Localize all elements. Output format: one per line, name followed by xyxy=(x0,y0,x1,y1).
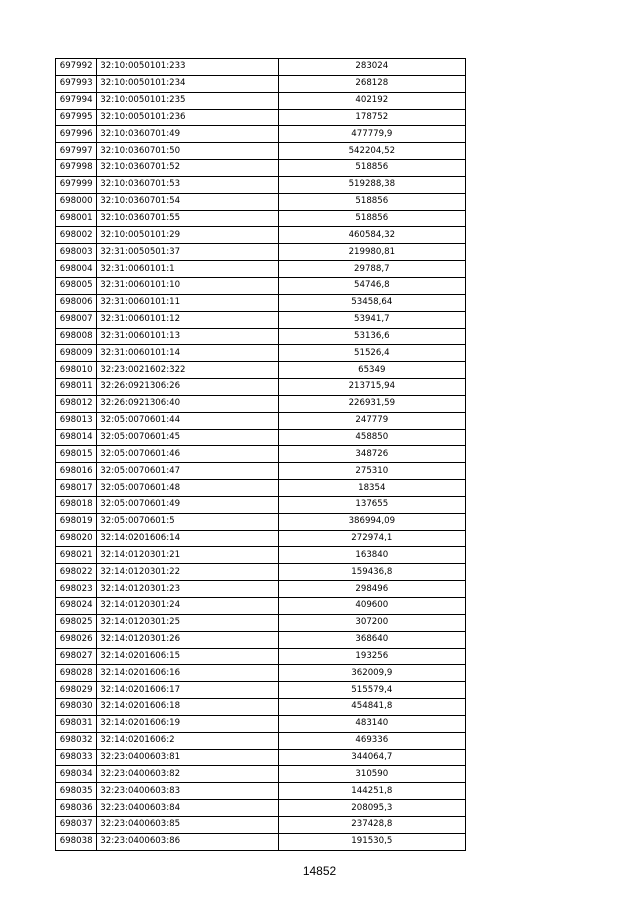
page-number: 14852 xyxy=(302,864,337,878)
cadastral-number-cell: 32:05:0070601:45 xyxy=(97,429,278,446)
row-id-cell: 698009 xyxy=(56,345,97,362)
value-cell: 193256 xyxy=(278,648,465,665)
cadastral-number-cell: 32:10:0050101:236 xyxy=(97,109,278,126)
cadastral-number-cell: 32:14:0120301:22 xyxy=(97,564,278,581)
row-id-cell: 698004 xyxy=(56,261,97,278)
row-id-cell: 698030 xyxy=(56,699,97,716)
cadastral-number-cell: 32:10:0050101:235 xyxy=(97,92,278,109)
table-row xyxy=(56,598,466,615)
cadastral-number-cell: 32:10:0050101:233 xyxy=(97,59,278,76)
row-id-cell: 698036 xyxy=(56,800,97,817)
table-row xyxy=(56,412,466,429)
value-cell: 310590 xyxy=(278,766,465,783)
row-id-cell: 698018 xyxy=(56,496,97,513)
row-id-cell: 698027 xyxy=(56,648,97,665)
value-cell: 53136,6 xyxy=(278,328,465,345)
row-id-cell: 698007 xyxy=(56,311,97,328)
row-id-cell: 698031 xyxy=(56,715,97,732)
cadastral-number-cell: 32:26:0921306:26 xyxy=(97,379,278,396)
cadastral-number-cell: 32:14:0201606:18 xyxy=(97,699,278,716)
value-cell: 53458,64 xyxy=(278,294,465,311)
table-row xyxy=(56,227,466,244)
row-id-cell: 698023 xyxy=(56,581,97,598)
table-row xyxy=(56,547,466,564)
cadastral-number-cell: 32:14:0201606:15 xyxy=(97,648,278,665)
table-row xyxy=(56,277,466,294)
table-row xyxy=(56,513,466,530)
value-cell: 348726 xyxy=(278,446,465,463)
row-id-cell: 698006 xyxy=(56,294,97,311)
cadastral-number-cell: 32:14:0201606:17 xyxy=(97,682,278,699)
value-cell: 163840 xyxy=(278,547,465,564)
table-row xyxy=(56,530,466,547)
cadastral-number-cell: 32:05:0070601:47 xyxy=(97,463,278,480)
table-row xyxy=(56,833,466,850)
value-cell: 386994,09 xyxy=(278,513,465,530)
value-cell: 368640 xyxy=(278,631,465,648)
value-cell: 137655 xyxy=(278,496,465,513)
row-id-cell: 698003 xyxy=(56,244,97,261)
row-id-cell: 698020 xyxy=(56,530,97,547)
value-cell: 51526,4 xyxy=(278,345,465,362)
value-cell: 29788,7 xyxy=(278,261,465,278)
value-cell: 298496 xyxy=(278,581,465,598)
table-row xyxy=(56,699,466,716)
cadastral-number-cell: 32:14:0120301:25 xyxy=(97,614,278,631)
table-row xyxy=(56,682,466,699)
cadastral-number-cell: 32:23:0400603:85 xyxy=(97,816,278,833)
cadastral-number-cell: 32:05:0070601:5 xyxy=(97,513,278,530)
value-cell: 159436,8 xyxy=(278,564,465,581)
row-id-cell: 697993 xyxy=(56,75,97,92)
table-row xyxy=(56,210,466,227)
value-cell: 518856 xyxy=(278,193,465,210)
cadastral-number-cell: 32:31:0060101:13 xyxy=(97,328,278,345)
row-id-cell: 698035 xyxy=(56,783,97,800)
cadastral-number-cell: 32:14:0201606:19 xyxy=(97,715,278,732)
table-row xyxy=(56,109,466,126)
value-cell: 53941,7 xyxy=(278,311,465,328)
value-cell: 409600 xyxy=(278,598,465,615)
cadastral-number-cell: 32:14:0201606:16 xyxy=(97,665,278,682)
value-cell: 454841,8 xyxy=(278,699,465,716)
value-cell: 542204,52 xyxy=(278,143,465,160)
table-row xyxy=(56,463,466,480)
value-cell: 144251,8 xyxy=(278,783,465,800)
row-id-cell: 698011 xyxy=(56,379,97,396)
value-cell: 272974,1 xyxy=(278,530,465,547)
cadastral-number-cell: 32:10:0360701:53 xyxy=(97,176,278,193)
table-row xyxy=(56,715,466,732)
table-row xyxy=(56,126,466,143)
cadastral-number-cell: 32:05:0070601:48 xyxy=(97,480,278,497)
cadastral-number-cell: 32:23:0400603:84 xyxy=(97,800,278,817)
table-row xyxy=(56,446,466,463)
table-row xyxy=(56,92,466,109)
table-row xyxy=(56,480,466,497)
row-id-cell: 697995 xyxy=(56,109,97,126)
cadastral-number-cell: 32:10:0360701:54 xyxy=(97,193,278,210)
row-id-cell: 698028 xyxy=(56,665,97,682)
value-cell: 518856 xyxy=(278,160,465,177)
value-cell: 283024 xyxy=(278,59,465,76)
row-id-cell: 698032 xyxy=(56,732,97,749)
table-row xyxy=(56,749,466,766)
table-row xyxy=(56,496,466,513)
cadastral-number-cell: 32:10:0360701:50 xyxy=(97,143,278,160)
value-cell: 307200 xyxy=(278,614,465,631)
value-cell: 18354 xyxy=(278,480,465,497)
table-row xyxy=(56,648,466,665)
value-cell: 219980,81 xyxy=(278,244,465,261)
table-row xyxy=(56,160,466,177)
value-cell: 237428,8 xyxy=(278,816,465,833)
row-id-cell: 698015 xyxy=(56,446,97,463)
cadastral-number-cell: 32:10:0050101:29 xyxy=(97,227,278,244)
row-id-cell: 698024 xyxy=(56,598,97,615)
registry-table xyxy=(55,58,466,851)
value-cell: 275310 xyxy=(278,463,465,480)
cadastral-number-cell: 32:31:0060101:14 xyxy=(97,345,278,362)
value-cell: 213715,94 xyxy=(278,379,465,396)
table-row xyxy=(56,379,466,396)
value-cell: 469336 xyxy=(278,732,465,749)
cadastral-number-cell: 32:05:0070601:49 xyxy=(97,496,278,513)
cadastral-number-cell: 32:23:0400603:82 xyxy=(97,766,278,783)
table-row xyxy=(56,311,466,328)
value-cell: 402192 xyxy=(278,92,465,109)
cadastral-number-cell: 32:14:0120301:26 xyxy=(97,631,278,648)
row-id-cell: 698014 xyxy=(56,429,97,446)
row-id-cell: 698016 xyxy=(56,463,97,480)
cadastral-number-cell: 32:31:0060101:10 xyxy=(97,277,278,294)
cadastral-number-cell: 32:10:0050101:234 xyxy=(97,75,278,92)
row-id-cell: 697996 xyxy=(56,126,97,143)
row-id-cell: 698010 xyxy=(56,362,97,379)
row-id-cell: 698021 xyxy=(56,547,97,564)
cadastral-number-cell: 32:14:0201606:2 xyxy=(97,732,278,749)
value-cell: 460584,32 xyxy=(278,227,465,244)
value-cell: 54746,8 xyxy=(278,277,465,294)
cadastral-number-cell: 32:23:0400603:83 xyxy=(97,783,278,800)
row-id-cell: 698033 xyxy=(56,749,97,766)
cadastral-number-cell: 32:10:0360701:55 xyxy=(97,210,278,227)
value-cell: 191530,5 xyxy=(278,833,465,850)
table-row xyxy=(56,665,466,682)
row-id-cell: 697994 xyxy=(56,92,97,109)
cadastral-number-cell: 32:23:0400603:86 xyxy=(97,833,278,850)
table-row xyxy=(56,345,466,362)
table-row xyxy=(56,429,466,446)
row-id-cell: 698008 xyxy=(56,328,97,345)
row-id-cell: 698022 xyxy=(56,564,97,581)
value-cell: 268128 xyxy=(278,75,465,92)
table-row xyxy=(56,193,466,210)
row-id-cell: 698017 xyxy=(56,480,97,497)
row-id-cell: 698025 xyxy=(56,614,97,631)
row-id-cell: 698037 xyxy=(56,816,97,833)
table-row xyxy=(56,766,466,783)
table-row xyxy=(56,75,466,92)
cadastral-number-cell: 32:31:0060101:11 xyxy=(97,294,278,311)
value-cell: 515579,4 xyxy=(278,682,465,699)
value-cell: 519288,38 xyxy=(278,176,465,193)
cadastral-number-cell: 32:14:0120301:21 xyxy=(97,547,278,564)
cadastral-number-cell: 32:23:0021602:322 xyxy=(97,362,278,379)
row-id-cell: 698001 xyxy=(56,210,97,227)
table-body xyxy=(56,59,466,851)
row-id-cell: 697992 xyxy=(56,59,97,76)
cadastral-number-cell: 32:31:0060101:12 xyxy=(97,311,278,328)
value-cell: 178752 xyxy=(278,109,465,126)
value-cell: 477779,9 xyxy=(278,126,465,143)
table-row xyxy=(56,176,466,193)
value-cell: 458850 xyxy=(278,429,465,446)
value-cell: 247779 xyxy=(278,412,465,429)
row-id-cell: 698029 xyxy=(56,682,97,699)
row-id-cell: 698034 xyxy=(56,766,97,783)
table-row xyxy=(56,244,466,261)
value-cell: 362009,9 xyxy=(278,665,465,682)
value-cell: 483140 xyxy=(278,715,465,732)
table-row xyxy=(56,614,466,631)
cadastral-number-cell: 32:10:0360701:49 xyxy=(97,126,278,143)
row-id-cell: 698005 xyxy=(56,277,97,294)
cadastral-number-cell: 32:10:0360701:52 xyxy=(97,160,278,177)
cadastral-number-cell: 32:14:0201606:14 xyxy=(97,530,278,547)
row-id-cell: 698026 xyxy=(56,631,97,648)
row-id-cell: 698019 xyxy=(56,513,97,530)
row-id-cell: 697998 xyxy=(56,160,97,177)
table-row xyxy=(56,631,466,648)
table-row xyxy=(56,261,466,278)
table-row xyxy=(56,143,466,160)
table-row xyxy=(56,294,466,311)
table-row xyxy=(56,362,466,379)
table-row xyxy=(56,783,466,800)
table-row xyxy=(56,59,466,76)
table-row xyxy=(56,581,466,598)
value-cell: 65349 xyxy=(278,362,465,379)
value-cell: 344064,7 xyxy=(278,749,465,766)
row-id-cell: 698013 xyxy=(56,412,97,429)
row-id-cell: 697999 xyxy=(56,176,97,193)
value-cell: 226931,59 xyxy=(278,395,465,412)
cadastral-number-cell: 32:31:0060101:1 xyxy=(97,261,278,278)
cadastral-number-cell: 32:05:0070601:44 xyxy=(97,412,278,429)
table-row xyxy=(56,395,466,412)
cadastral-number-cell: 32:23:0400603:81 xyxy=(97,749,278,766)
value-cell: 518856 xyxy=(278,210,465,227)
table-row xyxy=(56,732,466,749)
table-row xyxy=(56,800,466,817)
value-cell: 208095,3 xyxy=(278,800,465,817)
table-row xyxy=(56,816,466,833)
row-id-cell: 698002 xyxy=(56,227,97,244)
table-row xyxy=(56,564,466,581)
cadastral-number-cell: 32:14:0120301:23 xyxy=(97,581,278,598)
cadastral-number-cell: 32:26:0921306:40 xyxy=(97,395,278,412)
row-id-cell: 698038 xyxy=(56,833,97,850)
row-id-cell: 698012 xyxy=(56,395,97,412)
cadastral-number-cell: 32:31:0050501:37 xyxy=(97,244,278,261)
cadastral-number-cell: 32:14:0120301:24 xyxy=(97,598,278,615)
row-id-cell: 697997 xyxy=(56,143,97,160)
table-row xyxy=(56,328,466,345)
cadastral-number-cell: 32:05:0070601:46 xyxy=(97,446,278,463)
row-id-cell: 698000 xyxy=(56,193,97,210)
